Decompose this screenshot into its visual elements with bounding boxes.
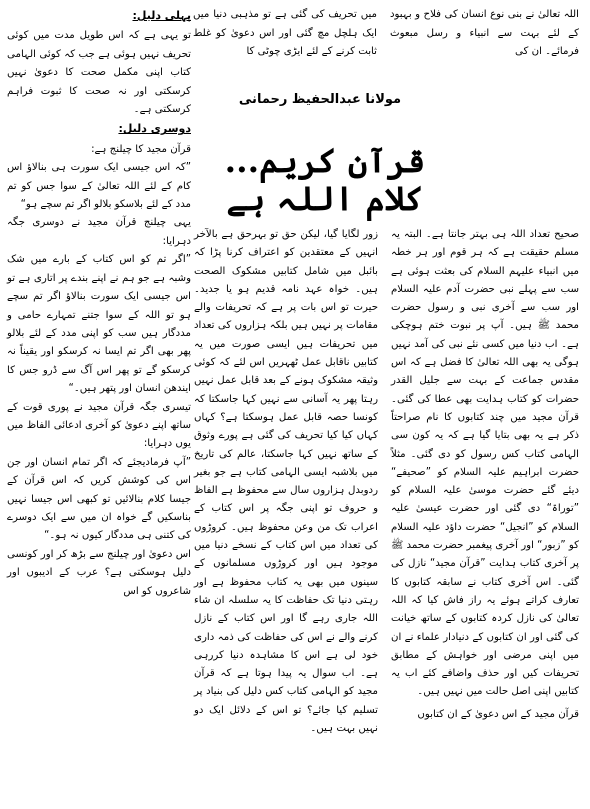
article-title: قرآن کریم... کلام اللہ ہے	[224, 141, 426, 218]
third-proof-intro: تیسری جگہ قرآن مجید نے پوری قوت کے ساتھ اپنے دعویٰ کو آخری ادعائی الفاظ میں یوں دہرایا:	[7, 401, 191, 450]
author-name: مولانا عبدالحفیظ رحمانی	[238, 92, 402, 107]
quran-quote-2: ”اگر تم کو اس کتاب کے بارے میں شک وشبہ ہے جو ہم نے اپنے بندے پر اتاری ہے تو اس جیسی ایک سورت بنالاؤ اگر تم سچے ہو تو اللہ کے سوا جتنے تمہارے حامی و مددگار ہیں سب کو اپنی مدد کے لئے بلالو پھر بھی اگر تم ایسا نہ کرسکو اور یقیناً نہ کرسکو گے تو پھر اس آگ سے ڈرو جس کا ایندھن انسان اور پتھر ہیں۔“	[7, 254, 191, 395]
column-left	[4, 6, 194, 806]
challenge-intro: قرآن مجید کا چیلنج ہے:	[91, 143, 191, 155]
preservation-paragraph: زور لگایا گیا، لیکن حق تو بہرحق ہے بالآخر انہیں کے معتقدین کو اعتراف کرنا پڑا کہ بائبل میں شامل کتابیں مشکوک الصحت ہیں۔ خواہ عہد نامہ قدیم ہو یا جدید۔ حیرت تو اس بات پر ہے کہ تحریفات والے مقامات پر نہیں ہیں بلکہ ہزاروں کی تعداد میں تحریفات ہیں ایسی صورت میں یہ کتابیں ناقابل عمل ٹھہریں اس لئے کہ کوئی وثیقہ مشکوک ہونے کے بعد قابل عمل نہیں رہتا پھر یہ آسانی سے نہیں کہا جاسکتا کہ کونسا حصہ قابل عمل ہوسکتا ہے؟ کہاں کہاں کیا کیا تحریف کی گئی ہے پورے وثوق کے ساتھ نہیں کہا جاسکتا، عالم کی تاریخ میں بلاشبہ ایسی الہامی کتاب ہے جو بغیر ردوبدل ہزاروں سال سے محفوظ ہے الفاظ و حروف تو اپنی جگہ پر اس کتاب کے اعراب تک من وعن محفوظ ہیں۔ کروڑوں کی تعداد میں اس کتاب کے نسخے دنیا میں موجود ہیں اور کروڑوں مسلمانوں کے سینوں میں بھی یہ کتاب محفوظ ہے اور رہتی دنیا تک حفاظت کا یہ سلسلہ ان شاء اللہ جاری رہے گا اور اس کتاب کے نازل کرنے والے نے اس کی حفاظت کی ذمہ داری خود لی ہے اس کا مشاہدہ دنیا کررہی ہے۔ اب سوال یہ پیدا ہوتا ہے کہ قرآن مجید کو الہامی کتاب کس دلیل کی بنیاد پر تسلیم کیا جائے؟ تو اس کے دلائل ایک دو نہیں بہت ہیں۔	[194, 229, 378, 735]
intro-paragraph: اللہ تعالیٰ نے بنی نوع انسان کی فلاح و بہبود کے لئے بہت سے انبیاء و رسل مبعوث فرمائے۔ ان کی	[390, 9, 579, 58]
first-proof-text: تو یہی ہے کہ اس طویل مدت میں کوئی تحریف نہیں ہوئی ہے جب کہ کوئی الہامی کتاب اپنی مکمل صحت کا دعویٰ نہیں کرسکتی اور نہ صحت کا ثبوت فراہم کرسکتی ہے۔	[7, 30, 191, 116]
continuation-paragraph: میں تحریف کی گئی ہے تو مذہبی دنیا میں ایک ہلچل مچ گئی اور اس دعویٰ کو غلط ثابت کرنے کے لئے ایڑی چوٹی کا	[193, 9, 377, 58]
prophets-paragraph-tail: قرآن مجید کے اس دعویٰ کے ان کتابوں	[417, 708, 579, 720]
first-proof-heading: پہلی دلیل:	[132, 9, 191, 22]
closing-paragraph: اس دعویٰ اور چیلنج سے بڑھ کر اور کونسی دلیل ہوسکتی ہے؟ عرب کے ادیبوں اور شاعروں کو اس	[7, 548, 191, 597]
prophets-paragraph: صحیح تعداد اللہ ہی بہتر جانتا ہے۔ البتہ یہ مسلم حقیقت ہے کہ ہر قوم اور ہر خطہ میں انبیاء علیہم السلام کی بعثت ہوئی ہے سب سے پہلے نبی حضرت آدم علیہ السلام اور سب سے آخری نبی و رسول حضرت محمد ﷺ ہیں۔ آپ پر نبوت ختم ہوچکی ہے۔ اب دنیا میں کسی نئے نبی کی آمد نہیں ہوگی یہ بھی اللہ تعالیٰ کا فضل ہے کہ اس مقدس جماعت کے بہت سے جلیل القدر حضرات کو کتاب ہدایت بھی عطا کی گئی۔ قرآن مجید میں چند کتابوں کا نام صراحتاً ذکر ہے یہ بھی بتایا گیا ہے کہ یہ کون سی الہامی کتاب کس رسول کو دی گئی۔ مثلاً حضرت ابراہیم علیہ السلام کو ”صحیفے“ دیئے گئے حضرت موسیٰ علیہ السلام کو ”توراۃ“ دی گئی اور حضرت عیسیٰ علیہ السلام کو ”انجیل“ حضرت داؤد علیہ السلام کو ”زبور“ اور آخری پیغمبر حضرت محمد ﷺ پر آخری کتاب ہدایت ”قرآن مجید“ نازل کی گئی۔ اس آخری کتاب نے سابقہ کتابوں کا تعارف کراتے ہوئے یہ راز فاش کیا کہ اللہ تعالیٰ کی نازل کردہ کتابوں کے ساتھ خیانت کی گئی اور ان کتابوں کے دنیادار علماء نے ان میں اپنی مرضی اور خواہش کے مطابق تحریفات کیں اور حذف واضافے کئے اب یہ کتابیں اپنی اصل حالت میں نہیں ہیں۔	[391, 229, 579, 698]
second-proof-heading: دوسری دلیل:	[118, 122, 191, 136]
column-bottom-right	[388, 226, 582, 724]
quran-quote-3: ”آپ فرمادیجئے کہ اگر تمام انسان اور جن اس کی کوشش کریں کہ اس قرآن کے جیسا کلام بنالائیں تو کبھی اس جیسا نہیں بناسکیں گے خواہ ان میں سے ایک دوسرے کی کتنی ہی مددگار کیوں نہ ہو۔“	[7, 456, 191, 542]
column-top-right	[387, 6, 582, 62]
quran-quote-1: ”کہ اس جیسی ایک سورت ہی بنالاؤ اس کام کے لئے اللہ تعالیٰ کے سوا جس کو تم مدد کے لئے بلاسکو بلالو اگر تم سچے ہو“	[7, 162, 191, 211]
challenge-repeat: یہی چیلنج قرآن مجید نے دوسری جگہ دہرایا:	[7, 217, 191, 247]
column-bottom-middle	[191, 226, 381, 738]
column-top-middle	[190, 6, 380, 62]
